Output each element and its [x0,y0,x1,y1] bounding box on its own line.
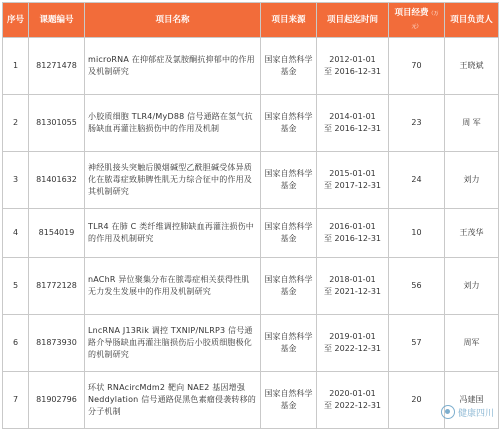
cell-no: 5 [3,258,29,315]
watermark [441,405,494,419]
period-end: 至 2022-12-31 [323,401,382,410]
cell-leader: 王晓斌 [445,38,499,95]
cell-leader: 周 军 [445,95,499,152]
cell-source: 国家自然科学基金 [261,258,317,315]
cell-name: microRNA 在抑郁症及氯胺酮抗抑郁中的作用及机制研究 [85,38,261,95]
period-start: 2019-01-01 [329,332,376,341]
cell-period [317,372,389,429]
table-row [3,209,499,258]
table-row [3,152,499,209]
header-funding-label: 项目经费 [394,8,429,18]
cell-leader: 王茂华 [445,209,499,258]
period-end: 至 2022-12-31 [323,344,382,353]
period-start: 2018-01-01 [329,275,376,284]
table-row [3,95,499,152]
cell-leader: 冯建国 [445,372,499,429]
cell-source: 国家自然科学基金 [261,372,317,429]
cell-source: 国家自然科学基金 [261,152,317,209]
cell-period [317,38,389,95]
cell-funding: 23 [389,95,445,152]
cell-funding: 20 [389,372,445,429]
cell-source: 国家自然科学基金 [261,315,317,372]
header-leader: 项目负责人 [445,3,499,38]
cell-code: 8154019 [29,209,85,258]
cell-code: 81301055 [29,95,85,152]
header-code: 课题编号 [29,3,85,38]
wechat-logo-icon [441,405,455,419]
project-table [2,2,499,429]
table-row [3,38,499,95]
period-start: 2012-01-01 [329,55,376,64]
header-no: 序号 [3,3,29,38]
header-row [3,3,499,38]
cell-leader: 周军 [445,315,499,372]
cell-code: 81772128 [29,258,85,315]
period-end: 至 2017-12-31 [323,181,382,190]
period-end: 至 2021-12-31 [323,287,382,296]
table-row [3,258,499,315]
period-end: 至 2016-12-31 [323,67,382,76]
cell-leader: 刘力 [445,258,499,315]
table-row [3,372,499,429]
header-source: 项目来源 [261,3,317,38]
period-start: 2015-01-01 [329,169,376,178]
period-start: 2016-01-01 [329,222,376,231]
cell-funding: 10 [389,209,445,258]
period-start: 2020-01-01 [329,389,376,398]
cell-period [317,209,389,258]
table-row [3,315,499,372]
cell-no: 7 [3,372,29,429]
cell-code: 81271478 [29,38,85,95]
cell-period [317,152,389,209]
period-end: 至 2016-12-31 [323,124,382,133]
cell-period [317,315,389,372]
period-start: 2014-01-01 [329,112,376,121]
header-funding [389,3,445,38]
cell-name: 神经肌接头突触后膜烟碱型乙酰胆碱受体异质化在脓毒症致肺脾性肌无力综合征中的作用及其机制研究 [85,152,261,209]
cell-funding: 56 [389,258,445,315]
cell-no: 2 [3,95,29,152]
cell-name: 小胶质细胞 TLR4/MyD88 信号通路在氢气抗肠缺血再灌注脑损伤中的作用及机制 [85,95,261,152]
cell-name: TLR4 在肺 C 类纤维调控肺缺血再灌注损伤中的作用及机制研究 [85,209,261,258]
header-name: 项目名称 [85,3,261,38]
cell-leader: 刘力 [445,152,499,209]
cell-source: 国家自然科学基金 [261,95,317,152]
cell-funding: 24 [389,152,445,209]
watermark-text: 健康四川 [457,408,494,419]
header-funding-unit: （万元） [411,11,439,30]
cell-funding: 57 [389,315,445,372]
cell-source: 国家自然科学基金 [261,38,317,95]
cell-period [317,95,389,152]
cell-no: 4 [3,209,29,258]
cell-no: 1 [3,38,29,95]
cell-code: 81902796 [29,372,85,429]
period-end: 至 2016-12-31 [323,234,382,243]
cell-source: 国家自然科学基金 [261,209,317,258]
cell-no: 3 [3,152,29,209]
cell-no: 6 [3,315,29,372]
cell-name: LncRNA J13Rik 调控 TXNIP/NLRP3 信号通路介导肠缺血再灌注脑损伤后小胶质细胞极化的机制研究 [85,315,261,372]
cell-name: nAChR 异位聚集分布在脓毒症相关获得性肌无力发生发展中的作用及机制研究 [85,258,261,315]
cell-funding: 70 [389,38,445,95]
header-period: 项目起迄时间 [317,3,389,38]
cell-name: 环状 RNAcircMdm2 靶向 NAE2 基因增强 Neddylation 信号通路促黑色素瘤侵袭转移的分子机制 [85,372,261,429]
cell-period [317,258,389,315]
cell-code: 81401632 [29,152,85,209]
cell-code: 81873930 [29,315,85,372]
